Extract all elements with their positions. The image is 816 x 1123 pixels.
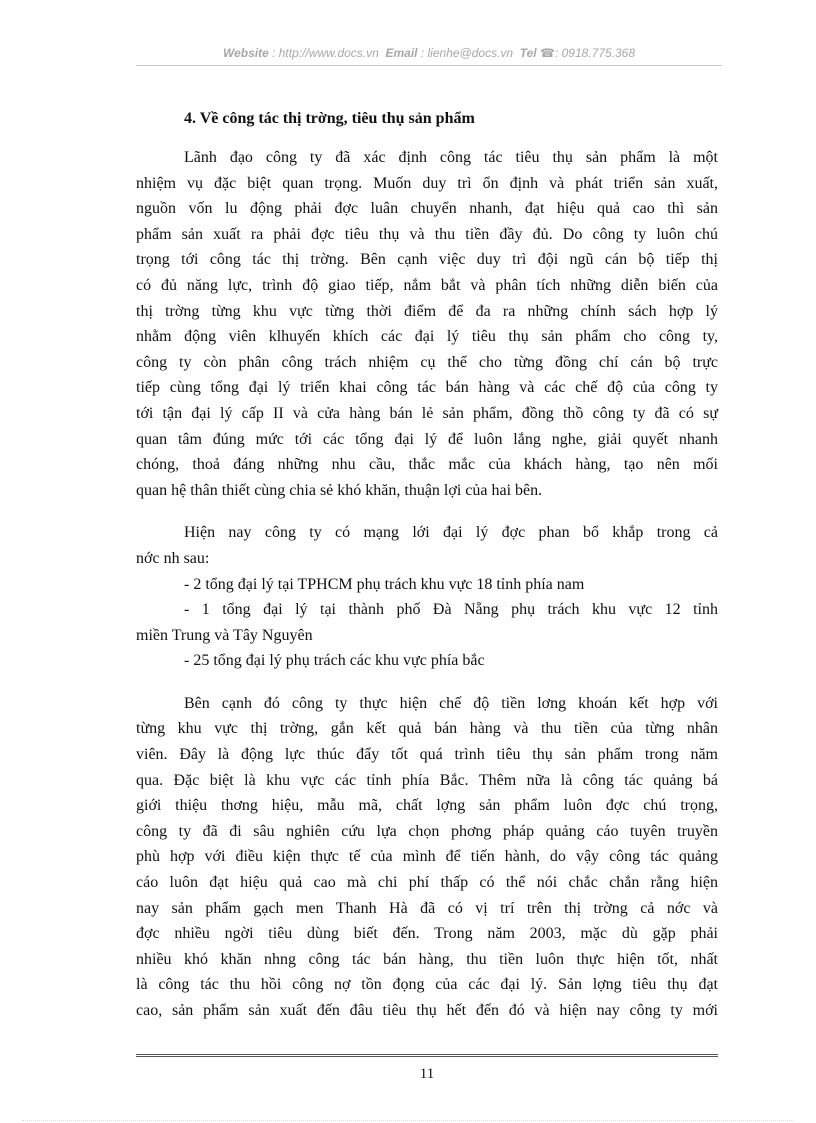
text-line: quan hệ thân thiết cùng chia sẻ khó khăn, thuận lợi của hai bên. [136, 481, 543, 499]
paragraph-1 [136, 145, 718, 503]
text-line: là công tác thu hồi công nợ tồn đọng của các đại lý. Sản lợng tiêu thụ đạt [136, 976, 718, 994]
website-label: Website [222, 46, 269, 60]
email-label: Email [385, 46, 418, 60]
text-line: phẩm sản xuất ra phải đợc tiêu thụ và thu tiền đầy đủ. Do công ty luôn chú [136, 225, 718, 243]
page-header [136, 46, 722, 60]
page-number: 11 [419, 1066, 435, 1082]
text-line: từng khu vực thị trờng, gắn kết quả bán hàng và thu tiền của từng nhân [136, 720, 718, 738]
text-line: công ty đã đi sâu nghiên cứu lựa chọn phơng pháp quảng cáo tuyên truyền [136, 822, 718, 840]
document-body [136, 110, 718, 1024]
page-bottom-edge [22, 1120, 794, 1121]
text-line: nhiệm vụ đặc biệt quan trọng. Muốn duy trì ổn định và phát triển sản xuất, [136, 174, 718, 192]
text-line: nhiều khó khăn nhng công tác bán hàng, thu tiền luôn thực hiện tốt, nhất [136, 950, 718, 968]
text-line: cao, sản phẩm sản xuất đến đâu tiêu thụ hết đến đó và hiện nay công ty mới [136, 1002, 718, 1019]
text-line: qua. Đặc biệt là khu vực các tỉnh phía Bắc. Thêm nữa là công tác quảng bá [136, 771, 718, 789]
text-line: công ty còn phân công trách nhiệm cụ thể cho từng đồng chí cán bộ trực [136, 353, 718, 371]
tel-value: : 0918.775.368 [554, 46, 636, 60]
text-line: nay sản phẩm gạch men Thanh Hà đã có vị trí trên thị trờng cả nớc và [136, 899, 718, 917]
text-line: đợc nhiều ngời tiêu dùng biết đến. Trong năm 2003, mặc dù gặp phải [136, 925, 718, 943]
agent-list [136, 572, 718, 674]
phone-icon: ☎ [540, 46, 555, 60]
tel-label: Tel [519, 46, 537, 60]
text-line: viên. Đây là động lực thúc đẩy tốt quá trình tiêu thụ sản phẩm trong năm [136, 746, 718, 764]
text-line: Hiện nay công ty có mạng lới đại lý đợc phan bổ khắp trong cả [184, 524, 718, 542]
text-line: thị trờng từng khu vực từng thời điểm để đa ra những chính sách hợp lý [136, 302, 718, 320]
text-line: chóng, thoả đáng những nhu cầu, thắc mắc của khách hàng, tạo nên mối [136, 456, 718, 474]
text-line: - 25 tổng đại lý phụ trách các khu vực phía bắc [184, 652, 485, 670]
text-line: nớc nh sau: [136, 549, 210, 567]
text-line: tới tận đại lý cấp II và cửa hàng bán lẻ sản phẩm, đồng thồ công ty đã có sự [136, 404, 718, 422]
text-line: cáo luôn đạt hiệu quả cao mà chi phí thấp có thể nói chắc chắn rằng hiện [136, 874, 718, 892]
section-heading: 4. Về công tác thị trờng, tiêu thụ sản phẩm [184, 110, 475, 127]
text-line: miền Trung và Tây Nguyên [136, 626, 313, 644]
text-line: nhằm động viên klhuyến khích các đại lý tiêu thụ sản phẩm cho công ty, [136, 328, 718, 346]
footer-divider [136, 1054, 718, 1057]
text-line: Lãnh đạo công ty đã xác định công tác tiêu thụ sản phẩm là một [184, 149, 718, 166]
website-value: : http://www.docs.vn [272, 46, 379, 60]
text-line: - 1 tổng đại lý tại thành phố Đà Nẵng phụ trách khu vực 12 tỉnh [184, 601, 718, 619]
header-divider [136, 65, 722, 66]
text-line: quan tâm đúng mức tới các tổng đại lý để luôn lắng nghe, giải quyết nhanh [136, 430, 718, 448]
text-line: giới thiệu thơng hiệu, mẫu mã, chất lợng sản phẩm luôn đợc chú trọng, [136, 797, 718, 815]
paragraph-3 [136, 691, 718, 1024]
email-value: : lienhe@docs.vn [420, 46, 514, 60]
text-line: trọng tới công tác thị trờng. Bên cạnh việc duy trì đội ngũ cán bộ tiếp thị [136, 251, 718, 269]
text-line: Bên cạnh đó công ty thực hiện chế độ tiền lơng khoán kết hợp với [184, 694, 718, 712]
paragraph-2 [136, 520, 718, 571]
text-line: - 2 tổng đại lý tại TPHCM phụ trách khu vực 18 tỉnh phía nam [184, 575, 585, 593]
text-line: phù hợp với điều kiện thực tế của mình để tiến hành, do vậy công tác quảng [136, 848, 718, 866]
text-line: có đủ năng lực, trình độ giao tiếp, nắm bắt và phân tích những diễn biến của [136, 276, 718, 294]
text-line: tiếp cùng tổng đại lý triển khai công tác bán hàng và các chế độ của công ty [136, 379, 718, 397]
text-line: nguồn vốn lu động phải đợc luân chuyển nhanh, đạt hiệu quả cao thì sản [136, 200, 718, 218]
